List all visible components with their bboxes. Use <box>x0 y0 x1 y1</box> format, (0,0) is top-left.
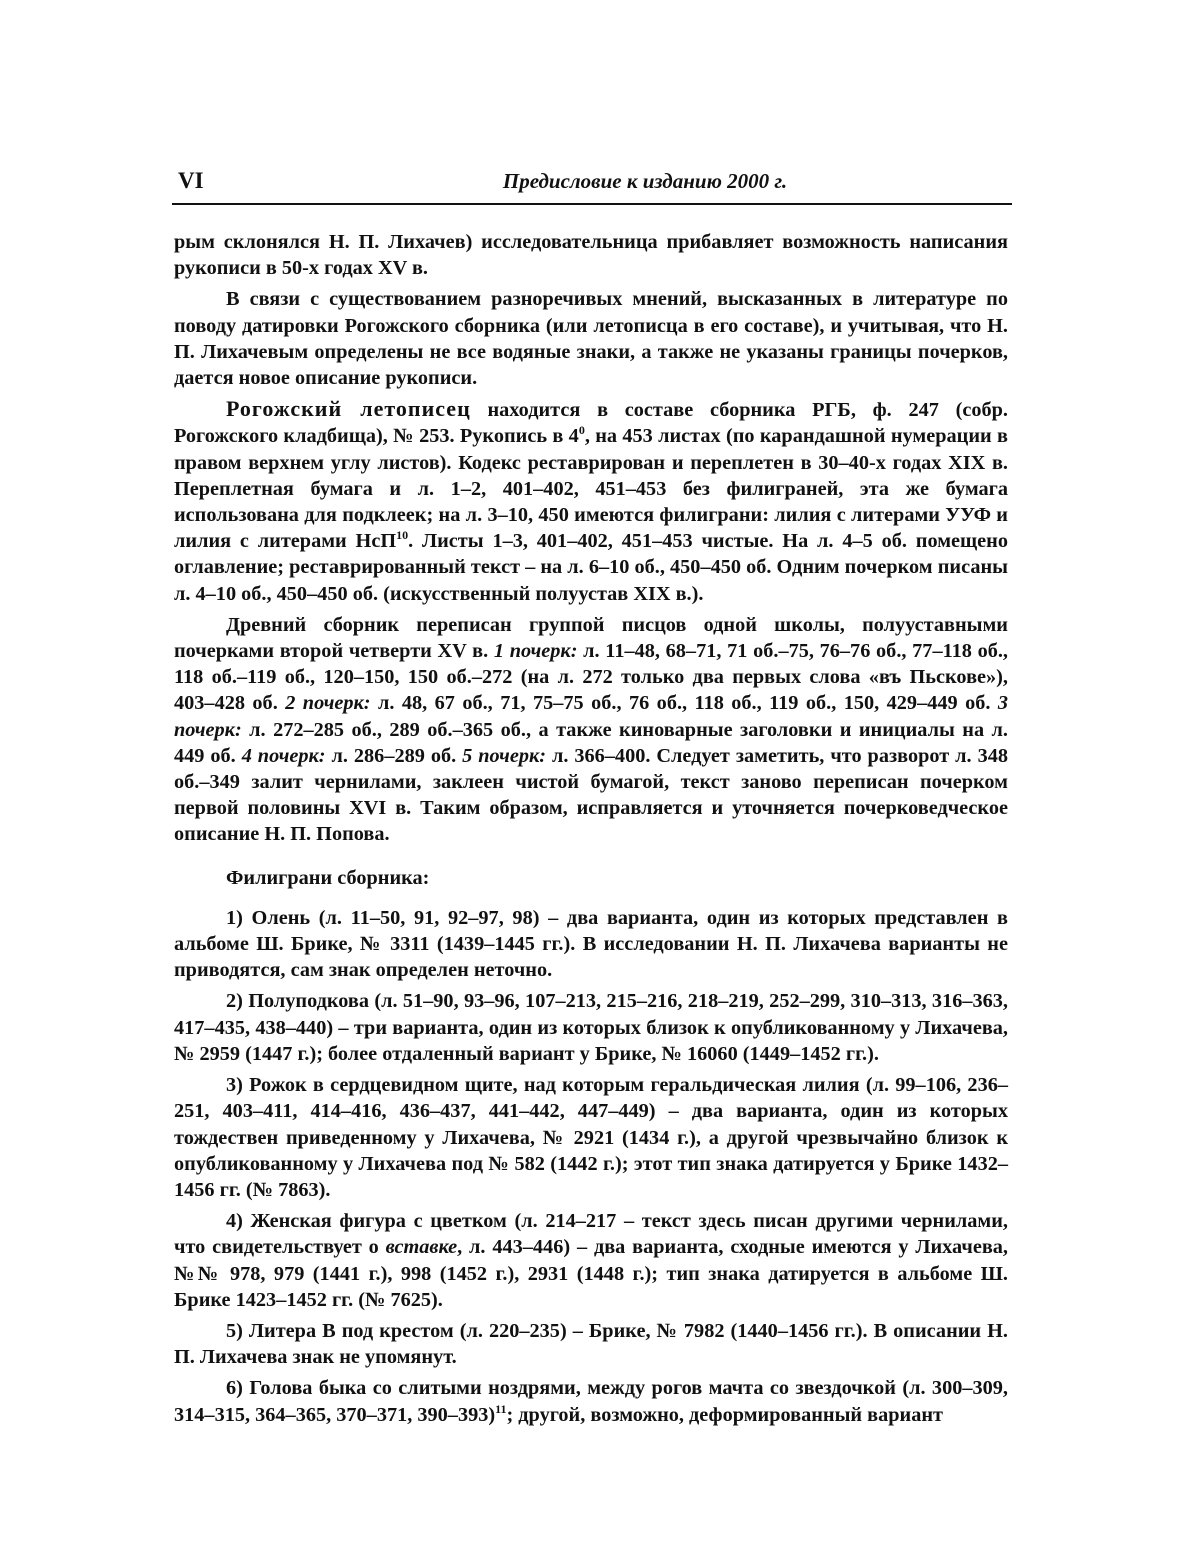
term-rogozhsky-chronicle: Рогожский летописец <box>226 396 471 422</box>
page-number: VI <box>178 168 204 193</box>
filigree-item-4: 4) Женская фигура с цветком (л. 214–217 – текст здесь писан другими чернилами, что свидетельствует о вставке, л. 443–446) – два варианта, сходные имеются у Лихачева, №№ 978, 979 (1441 г.), 998 (1452 г.), 2931 (1448 г.); тип знака датируется в альбоме Ш. Брике 1423–1452 гг. (№ 7625). <box>174 1210 1008 1311</box>
paragraph-continuation: рым склонялся Н. П. Лихачев) исследовательница прибавляет возможность написания рукописи в 50-х годах XV в. <box>174 231 1008 280</box>
footnote-ref-10: 10 <box>396 528 409 543</box>
filigree-item-3: 3) Рожок в сердцевидном щите, над которым геральдическая лилия (л. 99–106, 236–251, 403–411, 414–416, 436–437, 441–442, 447–449) – два варианта, один из которых тождествен приведенному у Лихачева, № 2921 (1434 г.), а другой чрезвычайно близок к опубликованному у Лихачева под № 582 (1442 г.); этот тип знака датируется у Брике 1432–1456 гг. (№ 7863). <box>174 1074 1008 1201</box>
hand-3-label: 3 почерк: <box>174 692 1009 741</box>
filigree-heading: Филиграни сборника: <box>226 866 430 889</box>
page-header <box>178 168 1012 198</box>
hand-2-label: 2 почерк: <box>285 692 371 715</box>
superscript-format: 0 <box>578 423 585 438</box>
filigree-item-6: 6) Голова быка со слитыми ноздрями, между рогов мачта со звездочкой (л. 300–309, 314–315, 364–365, 370–371, 390–393)$^{11}$; другой, возможно, деформированный вариант <box>174 1377 1008 1426</box>
page-body <box>174 229 1008 1428</box>
hand-5-label: 5 почерк: <box>462 744 546 767</box>
filigree-item-1: 1) Олень (л. 11–50, 91, 92–97, 98) – два варианта, один из которых представлен в альбоме Ш. Брике, № 3311 (1439–1445 гг.). В исследовании Н. П. Лихачева варианты не приводятся, сам знак определен неточно. <box>174 906 1008 982</box>
filigree-item-2: 2) Полуподкова (л. 51–90, 93–96, 107–213, 215–216, 218–219, 252–299, 310–313, 316–363, 417–435, 438–440) – три варианта, один из которых близок к опубликованному у Лихачева, № 2959 (1447 г.); более отдаленный вариант у Брике, № 16060 (1449–1452 гг.). <box>174 990 1008 1065</box>
filigree-item-5: 5) Литера В под крестом (л. 220–235) – Брике, № 7982 (1440–1456 гг.). В описании Н. П. Лихачева знак не упомянут. <box>174 1319 1008 1369</box>
emphasis-insertion: вставке <box>385 1236 458 1259</box>
paragraph-manuscript-description: Рогожский летописец находится в составе сборника РГБ, ф. 247 (собр. Рогожского кладбища), № 253. Рукопись в $4^0$, на 453 листах (по карандашной нумерации в правом верхнем углу листов). Кодекс реставрирован и переплетен в 30–40-х годах XIX в. Переплетная бумага и л. 1–2, 401–402, 451–453 без филиграней, эта же бумага использована для подклеек; на л. 3–10, 450 имеются филиграни: лилия с литерами УУФ и лилия с литерами НсП$^{10}$. Листы 1–3, 401–402, 451–453 чистые. На л. 4–5 об. помещено оглавление; реставрированный текст – на л. 6–10 об., 450–450 об. Одним почерком писаны л. 4–10 об., 450–450 об. (искусственный полуустав XIX в.). <box>174 396 1008 605</box>
header-rule <box>172 203 1012 205</box>
running-title: Предисловие к изданию 2000 г. <box>502 169 788 193</box>
footnote-ref-11: 11 <box>495 1401 507 1416</box>
hand-1-label: 1 почерк: <box>493 640 578 663</box>
paragraph-hands: Древний сборник переписан группой писцов одной школы, полууставными почерками второй четверти XV в. 1 почерк: л. 11–48, 68–71, 71 об.–75, 76–76 об., 77–118 об., 118 об.–119 об., 120–150, 150 об.–272 (на л. 272 только два первых слова «въ Пьскове»), 403–428 об. 2 почерк: л. 48, 67 об., 71, 75–75 об., 76 об., 118 об., 119 об., 150, 429–449 об. 3 почерк: л. 272–285 об., 289 об.–365 об., а также киноварные заголовки и инициалы на л. 449 об. 4 почерк: л. 286–289 об. 5 почерк: л. 366–400. Следует заметить, что разворот л. 348 об.–349 залит чернилами, заклеен чистой бумагой, текст заново переписан почерком первой половины XVI в. Таким образом, исправляется и уточняется почерковедческое описание Н. П. Попова. <box>174 613 1009 846</box>
hand-4-label: 4 почерк: <box>241 744 326 767</box>
paragraph-dating-context: В связи с существованием разноречивых мнений, высказанных в литературе по поводу датировки Рогожского сборника (или летописца в его составе), и учитывая, что Н. П. Лихачевым определены не все водяные знаки, а также не указаны границы почерков, дается новое описание рукописи. <box>174 288 1008 390</box>
